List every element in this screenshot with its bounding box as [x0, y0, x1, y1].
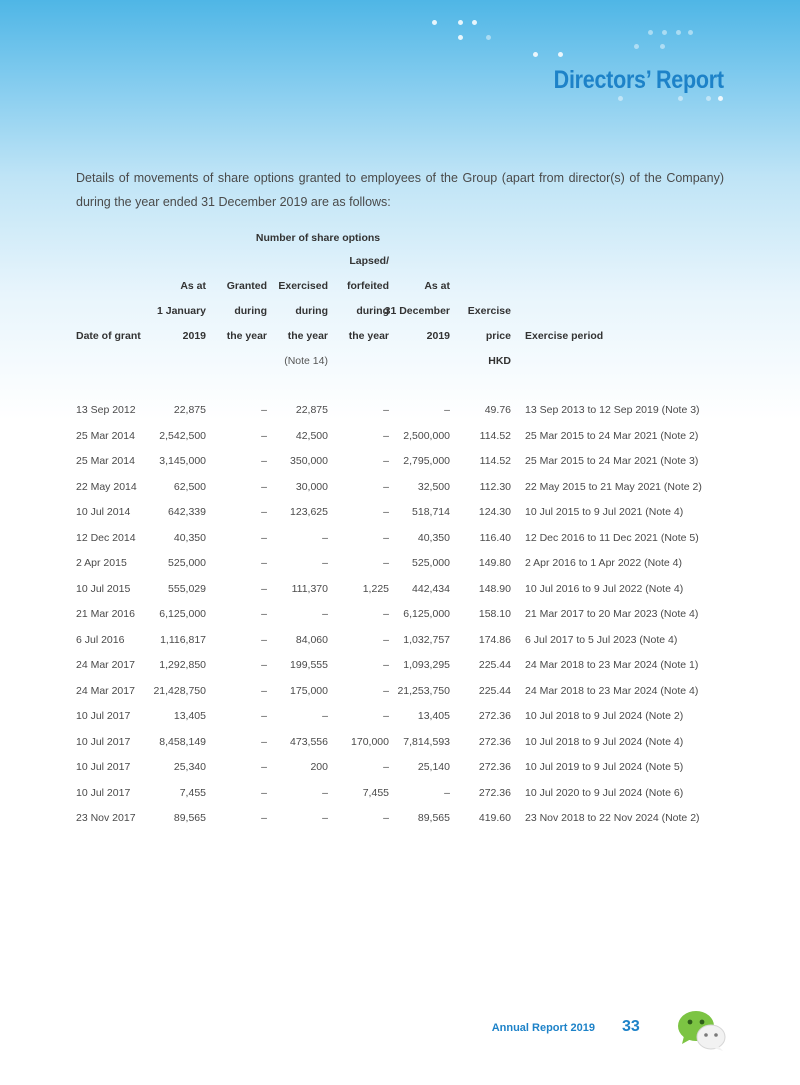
exercised-cell: – — [322, 531, 328, 544]
granted-cell: – — [261, 710, 267, 722]
header-exercised-line-3: during — [295, 305, 328, 317]
lapsed-cell: – — [383, 531, 389, 544]
lapsed-cell: 170,000 — [351, 735, 389, 748]
lapsed-cell: – — [383, 480, 389, 493]
exercised-cell: – — [322, 608, 328, 620]
dec-cell: 1,032,757 — [403, 633, 450, 646]
granted-cell: – — [261, 506, 267, 518]
jan-cell: 3,145,000 — [159, 455, 206, 467]
table-row — [0, 553, 800, 578]
header-jan-line-2: As at — [180, 280, 206, 292]
exercised-cell: 199,555 — [290, 659, 328, 671]
date-cell: 10 Jul 2015 — [76, 582, 131, 595]
lapsed-cell: – — [383, 761, 389, 773]
dec-cell: 25,140 — [417, 761, 450, 773]
exercised-cell: 350,000 — [290, 455, 328, 467]
price-cell: 158.10 — [478, 608, 511, 620]
granted-cell: – — [261, 735, 267, 748]
header-lapsed-line-1: Lapsed/ — [349, 255, 389, 267]
header-dec-line-4: 2019 — [426, 330, 450, 342]
table-row — [0, 783, 800, 808]
exercised-cell: – — [322, 557, 328, 569]
granted-cell: – — [261, 455, 267, 467]
table-row — [0, 579, 800, 604]
exercised-cell: 22,875 — [295, 404, 328, 416]
date-cell: 2 Apr 2015 — [76, 557, 127, 569]
header-price-unit: HKD — [488, 355, 511, 367]
period-cell: 22 May 2015 to 21 May 2021 (Note 2) — [525, 480, 702, 493]
price-cell: 114.52 — [479, 455, 511, 467]
date-cell: 12 Dec 2014 — [76, 531, 136, 544]
header-jan-line-3: 1 January — [156, 305, 206, 317]
date-cell: 10 Jul 2017 — [76, 786, 131, 799]
period-cell: 24 Mar 2018 to 23 Mar 2024 (Note 4) — [525, 684, 699, 697]
dec-cell: 518,714 — [412, 506, 450, 518]
granted-cell: – — [261, 786, 267, 799]
exercised-cell: 30,000 — [295, 480, 328, 493]
granted-cell: – — [261, 633, 267, 646]
jan-cell: 1,116,817 — [160, 633, 206, 646]
price-cell: 149.80 — [478, 557, 511, 569]
jan-cell: 25,340 — [173, 761, 206, 773]
dec-cell: 21,253,750 — [397, 684, 450, 697]
dec-cell: – — [444, 786, 450, 799]
period-cell: 10 Jul 2019 to 9 Jul 2024 (Note 5) — [525, 761, 684, 773]
price-cell: 272.36 — [478, 761, 511, 773]
exercised-cell: 123,625 — [290, 506, 328, 518]
date-cell: 21 Mar 2016 — [76, 608, 135, 620]
table-row — [0, 655, 800, 680]
header-granted-line-2: Granted — [226, 280, 267, 292]
price-cell: 148.90 — [478, 582, 511, 595]
jan-cell: 40,350 — [173, 531, 206, 544]
granted-cell: – — [261, 761, 267, 773]
granted-cell: – — [261, 531, 267, 544]
lapsed-cell: – — [383, 684, 389, 697]
date-cell: 10 Jul 2017 — [76, 735, 131, 748]
exercised-cell: 111,370 — [291, 582, 328, 595]
granted-cell: – — [261, 659, 267, 671]
lapsed-cell: – — [383, 633, 389, 646]
jan-cell: 21,428,750 — [153, 684, 206, 697]
lapsed-cell: – — [383, 455, 389, 467]
price-cell: 272.36 — [478, 786, 511, 799]
granted-cell: – — [261, 608, 267, 620]
date-cell: 10 Jul 2017 — [76, 761, 131, 773]
jan-cell: 62,500 — [173, 480, 206, 493]
header-price-line-4: price — [485, 330, 511, 342]
header-period-line-4: Exercise period — [525, 330, 604, 342]
exercised-cell: 42,500 — [295, 429, 328, 442]
lapsed-cell: – — [383, 608, 389, 620]
table-row — [0, 808, 800, 833]
table-row — [0, 477, 800, 502]
lapsed-cell: – — [383, 659, 389, 671]
jan-cell: 525,000 — [168, 557, 206, 569]
exercised-cell: – — [322, 710, 328, 722]
granted-cell: – — [261, 480, 267, 493]
dec-cell: 13,405 — [417, 710, 450, 722]
header-lapsed-line-3: during — [356, 305, 389, 317]
dec-cell: 89,565 — [417, 812, 450, 824]
jan-cell: 2,542,500 — [159, 429, 206, 442]
table-row — [0, 604, 800, 629]
header-dec-line-3: 31 December — [384, 305, 450, 317]
period-cell: 6 Jul 2017 to 5 Jul 2023 (Note 4) — [525, 633, 678, 646]
price-cell: 272.36 — [478, 735, 511, 748]
header-granted-line-4: the year — [226, 330, 267, 342]
lapsed-cell: – — [383, 429, 389, 442]
price-cell: 112.30 — [479, 480, 511, 493]
intro-paragraph: Details of movements of share options granted to employees of the Group (apart from director(s) of the Company) during the year ended 31 December 2019 are as follows: — [76, 171, 724, 209]
footer-label: Annual Report 2019 — [491, 1022, 595, 1034]
table-row — [0, 426, 800, 451]
table-row — [0, 502, 800, 527]
lapsed-cell: 7,455 — [362, 786, 389, 799]
period-cell: 24 Mar 2018 to 23 Mar 2024 (Note 1) — [525, 659, 699, 671]
table-row — [0, 757, 800, 782]
dec-cell: 2,500,000 — [403, 429, 450, 442]
period-cell: 2 Apr 2016 to 1 Apr 2022 (Note 4) — [525, 557, 683, 569]
wechat-icon — [676, 1008, 728, 1052]
granted-cell: – — [261, 582, 267, 595]
table-row — [0, 706, 800, 731]
date-cell: 22 May 2014 — [76, 480, 137, 493]
table-row — [0, 732, 800, 757]
jan-cell: 1,292,850 — [159, 659, 206, 671]
page-title: Directors’ Report — [553, 66, 724, 94]
jan-cell: 642,339 — [168, 506, 206, 518]
date-cell: 13 Sep 2012 — [76, 404, 136, 416]
group-header: Number of share options — [255, 232, 381, 244]
header-jan-line-4: 2019 — [182, 330, 206, 342]
date-cell: 6 Jul 2016 — [76, 633, 125, 646]
price-cell: 225.44 — [478, 659, 511, 671]
price-cell: 419.60 — [478, 812, 511, 824]
header-exercised-note: (Note 14) — [284, 355, 328, 367]
table-row — [0, 681, 800, 706]
header-exercised-line-4: the year — [287, 330, 328, 342]
price-cell: 124.30 — [478, 506, 511, 518]
dec-cell: – — [444, 404, 450, 416]
exercised-cell: – — [322, 812, 328, 824]
price-cell: 272.36 — [478, 710, 511, 722]
granted-cell: – — [261, 557, 267, 569]
date-cell: 25 Mar 2014 — [76, 455, 135, 467]
granted-cell: – — [261, 429, 267, 442]
price-cell: 49.76 — [484, 404, 511, 416]
period-cell: 25 Mar 2015 to 24 Mar 2021 (Note 3) — [525, 455, 699, 467]
exercised-cell: – — [322, 786, 328, 799]
header-granted-line-3: during — [234, 305, 267, 317]
lapsed-cell: – — [383, 710, 389, 722]
period-cell: 25 Mar 2015 to 24 Mar 2021 (Note 2) — [525, 429, 699, 442]
price-cell: 116.40 — [479, 531, 511, 544]
period-cell: 10 Jul 2016 to 9 Jul 2022 (Note 4) — [525, 582, 684, 595]
period-cell: 10 Jul 2015 to 9 Jul 2021 (Note 4) — [525, 506, 684, 518]
exercised-cell: 473,556 — [290, 735, 328, 748]
date-cell: 25 Mar 2014 — [76, 429, 135, 442]
period-cell: 12 Dec 2016 to 11 Dec 2021 (Note 5) — [525, 531, 699, 544]
price-cell: 174.86 — [478, 633, 511, 646]
period-cell: 13 Sep 2013 to 12 Sep 2019 (Note 3) — [525, 404, 700, 416]
header-exercised-line-2: Exercised — [278, 280, 328, 292]
jan-cell: 89,565 — [173, 812, 206, 824]
date-cell: 10 Jul 2014 — [76, 506, 131, 518]
lapsed-cell: – — [383, 812, 389, 824]
header-lapsed-line-4: the year — [348, 330, 389, 342]
header-date-line-4: Date of grant — [76, 330, 141, 342]
table-row — [0, 528, 800, 553]
period-cell: 21 Mar 2017 to 20 Mar 2023 (Note 4) — [525, 608, 699, 620]
date-cell: 10 Jul 2017 — [76, 710, 131, 722]
dec-cell: 40,350 — [417, 531, 450, 544]
dec-cell: 442,434 — [412, 582, 450, 595]
price-cell: 114.52 — [479, 429, 511, 442]
table-row — [0, 451, 800, 476]
jan-cell: 6,125,000 — [159, 608, 206, 620]
dec-cell: 525,000 — [412, 557, 450, 569]
granted-cell: – — [261, 812, 267, 824]
header-lapsed-line-2: forfeited — [347, 280, 389, 292]
jan-cell: 8,458,149 — [159, 735, 206, 748]
header-price-line-3: Exercise — [467, 305, 511, 317]
date-cell: 23 Nov 2017 — [76, 812, 136, 824]
exercised-cell: 200 — [310, 761, 328, 773]
dec-cell: 1,093,295 — [403, 659, 450, 671]
jan-cell: 13,405 — [173, 710, 206, 722]
dec-cell: 7,814,593 — [403, 735, 450, 748]
period-cell: 10 Jul 2018 to 9 Jul 2024 (Note 4) — [525, 735, 684, 748]
price-cell: 225.44 — [478, 684, 511, 697]
period-cell: 10 Jul 2020 to 9 Jul 2024 (Note 6) — [525, 786, 684, 799]
dec-cell: 32,500 — [417, 480, 450, 493]
period-cell: 10 Jul 2018 to 9 Jul 2024 (Note 2) — [525, 710, 684, 722]
granted-cell: – — [261, 684, 267, 697]
header-dec-line-2: As at — [424, 280, 450, 292]
lapsed-cell: – — [383, 557, 389, 569]
date-cell: 24 Mar 2017 — [76, 659, 135, 671]
exercised-cell: 84,060 — [295, 633, 328, 646]
lapsed-cell: 1,225 — [362, 582, 389, 595]
table-row — [0, 400, 800, 425]
jan-cell: 22,875 — [173, 404, 206, 416]
table-row — [0, 630, 800, 655]
granted-cell: – — [261, 404, 267, 416]
jan-cell: 7,455 — [179, 786, 206, 799]
lapsed-cell: – — [383, 404, 389, 416]
lapsed-cell: – — [383, 506, 389, 518]
dec-cell: 2,795,000 — [403, 455, 450, 467]
page-number: 33 — [622, 1018, 640, 1035]
dec-cell: 6,125,000 — [403, 608, 450, 620]
exercised-cell: 175,000 — [290, 684, 328, 697]
period-cell: 23 Nov 2018 to 22 Nov 2024 (Note 2) — [525, 812, 700, 824]
jan-cell: 555,029 — [168, 582, 206, 595]
date-cell: 24 Mar 2017 — [76, 684, 135, 697]
